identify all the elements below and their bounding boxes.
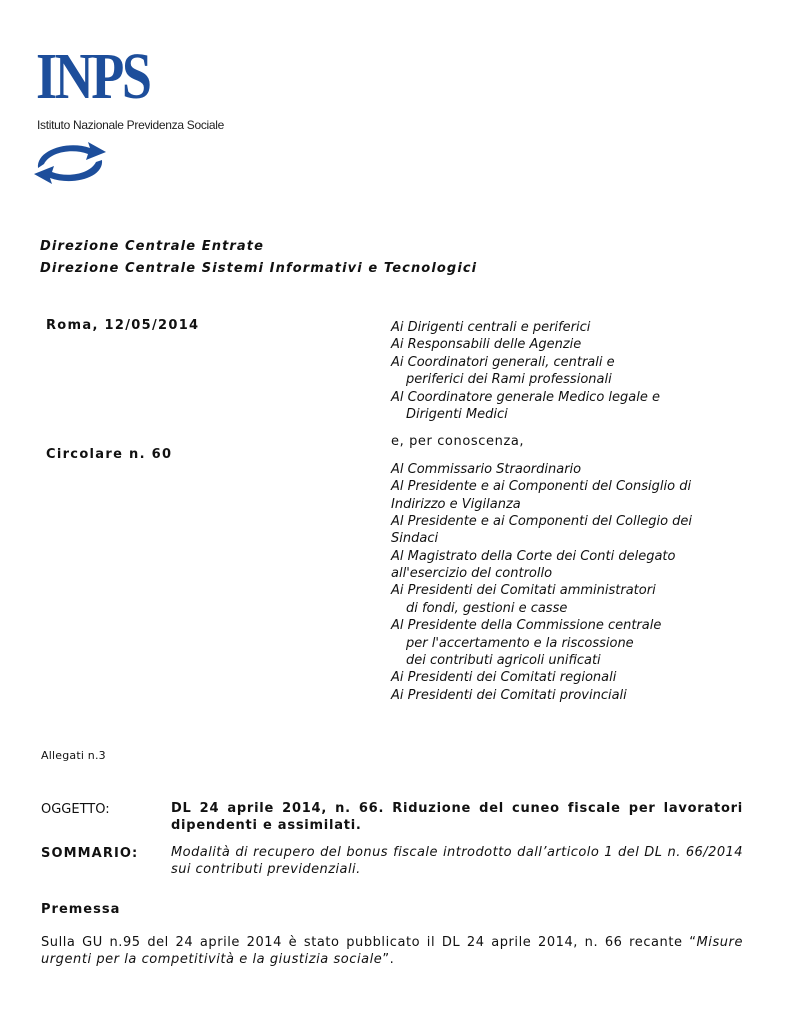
cc-recipient: Al Presidente della Commissione centrale — [391, 618, 662, 634]
body-outro: ”. — [382, 952, 395, 967]
logo-subtitle: Istituto Nazionale Previdenza Sociale — [37, 118, 225, 132]
recipient: Al Coordinatore generale Medico legale e — [391, 389, 660, 405]
direction-entrate: Direzione Centrale Entrate — [40, 239, 264, 254]
recipient: periferici dei Rami professionali — [406, 372, 612, 388]
cc-recipient: di fondi, gestioni e casse — [406, 600, 568, 616]
cc-recipient: per l'accertamento e la riscossione — [406, 635, 634, 651]
cc-recipient: Sindaci — [391, 531, 439, 547]
cc-recipient: Ai Presidenti dei Comitati provinciali — [391, 687, 627, 703]
recipient: Dirigenti Medici — [406, 406, 508, 422]
recipient: Ai Dirigenti centrali e periferici — [391, 320, 591, 335]
body-intro: Sulla GU n.95 del 24 aprile 2014 è stato pubblicato il DL 24 aprile 2014, n. 66 recante “ — [41, 935, 697, 950]
oggetto-label: OGGETTO: — [41, 802, 110, 817]
cc-recipient: Al Magistrato della Corte dei Conti delegato — [391, 548, 676, 564]
cc-recipient: Ai Presidenti dei Comitati regionali — [391, 670, 617, 686]
cc-label: e, per conoscenza, — [391, 434, 525, 450]
body-paragraph — [41, 934, 743, 968]
cc-recipient: Al Commissario Straordinario — [391, 461, 582, 477]
cc-recipient: Ai Presidenti dei Comitati amministratori — [391, 583, 656, 599]
sommario-label: SOMMARIO: — [41, 846, 139, 861]
cc-recipient: Al Presidente e ai Componenti del Consiglio di — [391, 479, 692, 495]
recipient: Ai Responsabili delle Agenzie — [391, 337, 582, 353]
recipient: Ai Coordinatori generali, centrali e — [391, 354, 615, 370]
sommario-text: Modalità di recupero del bonus fiscale introdotto dall’articolo 1 del DL n. 66/2014 sui contributi previdenziali. — [171, 845, 743, 877]
logo-wordmark: INPS — [36, 40, 150, 113]
circular-number: Circolare n. 60 — [46, 447, 173, 462]
cc-recipient: Al Presidente e ai Componenti del Collegio dei — [391, 513, 693, 529]
cc-recipient: all'esercizio del controllo — [391, 566, 553, 582]
cc-recipient: Indirizzo e Vigilanza — [391, 496, 521, 512]
date-line: Roma, 12/05/2014 — [46, 318, 200, 333]
cc-recipient: dei contributi agricoli unificati — [406, 653, 601, 669]
inps-logo — [28, 40, 268, 194]
body-quote: Misure urgenti per la competitività e la giustizia sociale — [41, 935, 743, 967]
oggetto-text: DL 24 aprile 2014, n. 66. Riduzione del cuneo fiscale per lavoratori dipendenti e assimilati. — [171, 801, 743, 833]
recipients-list — [391, 319, 751, 704]
attachments-count: Allegati n.3 — [41, 749, 106, 762]
premessa-heading: Premessa — [41, 902, 121, 917]
logo-arrows-icon — [28, 138, 112, 188]
direction-sistemi: Direzione Centrale Sistemi Informativi e Tecnologici — [40, 261, 478, 276]
